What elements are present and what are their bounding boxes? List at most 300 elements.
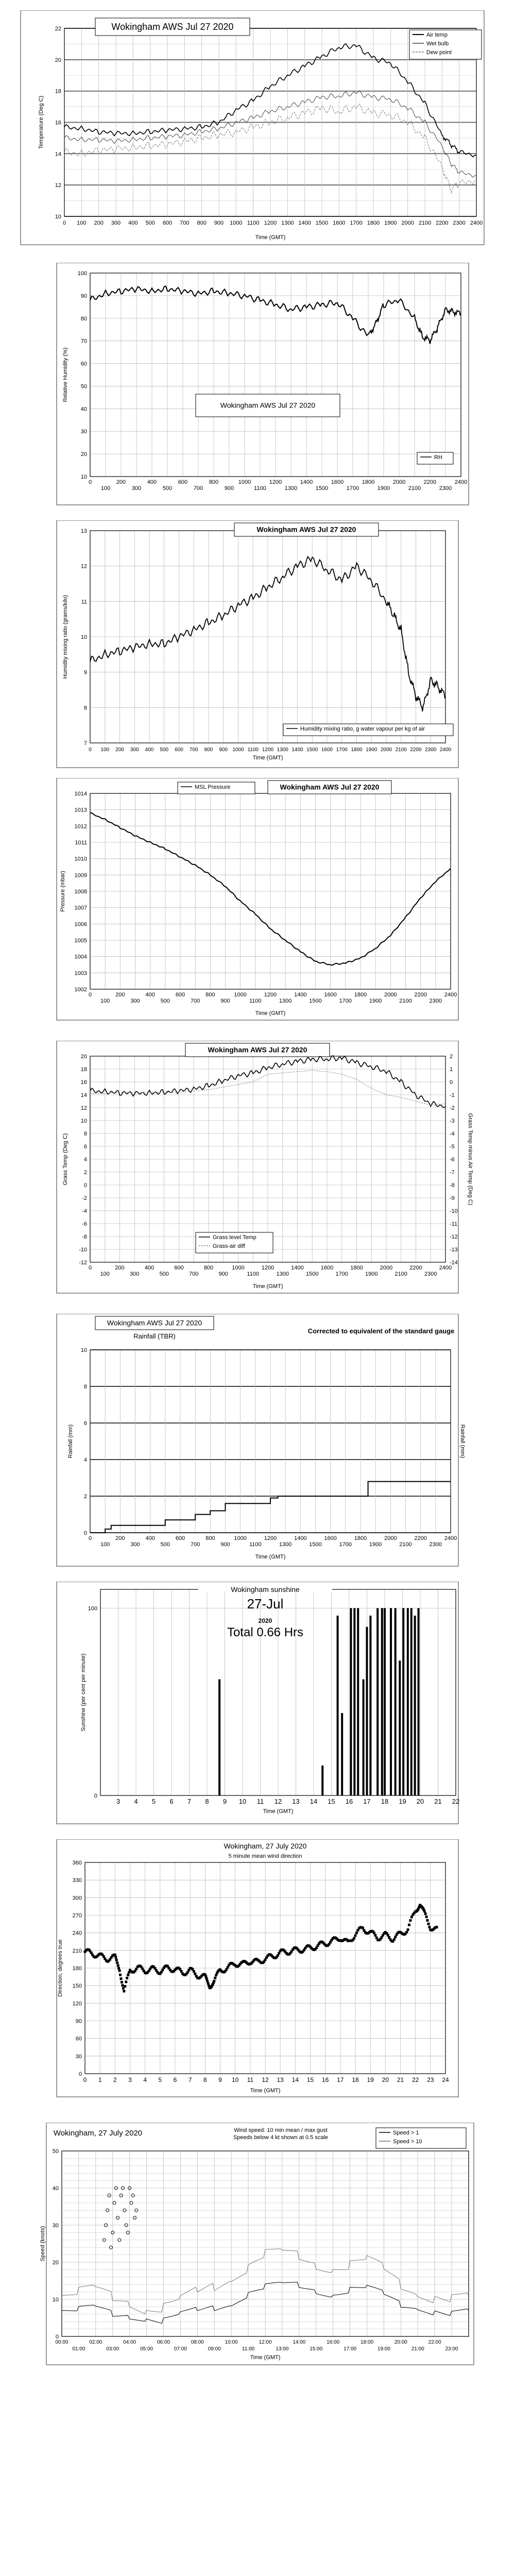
x-tick-label: 800	[209, 479, 219, 485]
x-axis-label: Time (GMT)	[250, 2088, 281, 2094]
legend-label: MSL Pressure	[195, 784, 231, 790]
chart-svg-4	[0, 1041, 515, 1298]
x-tick-label: 6	[173, 2076, 177, 2083]
y-tick-label: 8	[83, 1131, 87, 1137]
direction-point	[362, 1927, 364, 1929]
chart-svg-8	[0, 2123, 515, 2370]
y-tick-label: 20	[55, 57, 61, 63]
y-tick-label: 10	[80, 1347, 87, 1353]
x-axis-label: Time (GMT)	[255, 1010, 286, 1016]
y-tick-label: 40	[52, 2185, 59, 2192]
x-tick-label: 300	[111, 220, 121, 226]
y-tick-label: 30	[80, 429, 87, 435]
y-tick-label: 8	[83, 1384, 87, 1390]
chart-title: Wokingham AWS Jul 27 2020	[208, 1045, 307, 1054]
direction-point	[193, 1970, 195, 1973]
x-tick-label: 900	[214, 220, 224, 226]
direction-point	[121, 1981, 123, 1984]
y-tick-label: 16	[80, 1079, 87, 1086]
relative-humidity-chart-panel	[0, 263, 515, 510]
x-tick-label: 0	[83, 2076, 87, 2083]
direction-point	[213, 1980, 215, 1982]
y-tick-label: -8	[82, 1234, 87, 1240]
x-tick-label: 4	[143, 2076, 147, 2083]
sunshine-bar	[384, 1608, 386, 1795]
sunshine-bar	[341, 1713, 343, 1795]
y-tick-label: 10	[80, 474, 87, 480]
sunshine-bar	[321, 1766, 323, 1795]
y2-tick-label: -13	[450, 1247, 458, 1253]
x-tick-label: 500	[162, 485, 173, 492]
x-tick-label: 700	[190, 998, 200, 1004]
x-tick-label: 11	[256, 1798, 264, 1805]
x-tick-label: 2300	[453, 220, 466, 226]
direction-point	[215, 1974, 217, 1976]
chart-svg-1	[0, 263, 515, 510]
x-tick-label: 1900	[365, 1271, 378, 1277]
x-tick-label: 300	[131, 485, 142, 492]
x-tick-label: 200	[115, 1535, 125, 1541]
direction-point	[277, 1954, 279, 1957]
x-tick-label: 1900	[366, 747, 377, 753]
x-tick-label: 23:00	[445, 2346, 458, 2352]
x-tick-label: 1800	[354, 1535, 367, 1541]
x-tick-label: 1900	[377, 485, 390, 492]
x-tick-label: 2400	[444, 1535, 457, 1541]
y-tick-label: 16	[55, 120, 61, 126]
x-tick-label: 2100	[418, 220, 432, 226]
chart-title: Wokingham AWS Jul 27 2020	[107, 1318, 202, 1327]
direction-point	[123, 1990, 125, 1992]
x-tick-label: 16	[345, 1798, 353, 1805]
chart-frame	[57, 1582, 458, 1824]
x-tick-label: 1800	[367, 220, 380, 226]
direction-point	[114, 1956, 117, 1959]
y2-tick-label: -9	[450, 1195, 455, 1201]
year-label: 2020	[258, 1617, 272, 1624]
direction-point	[354, 1934, 357, 1937]
direction-point	[115, 1959, 118, 1961]
x-tick-label: 1700	[336, 747, 348, 753]
x-axis-label: Time (GMT)	[263, 1808, 294, 1815]
x-tick-label: 1500	[315, 485, 329, 492]
direction-point	[121, 1984, 124, 1987]
x-tick-label: 1000	[230, 220, 243, 226]
x-tick-label: 6	[169, 1798, 174, 1805]
chart-svg-2	[0, 520, 515, 773]
x-tick-label: 900	[224, 485, 234, 492]
x-tick-label: 1000	[234, 1535, 247, 1541]
sunshine-bar	[390, 1608, 392, 1795]
y-tick-label: 18	[80, 1066, 87, 1073]
x-tick-label: 02:00	[89, 2340, 102, 2345]
x-tick-label: 09:00	[208, 2346, 221, 2352]
y2-axis-label: Rainfall (mm)	[459, 1424, 466, 1459]
x-tick-label: 2000	[380, 1265, 393, 1271]
x-tick-label: 800	[205, 1535, 215, 1541]
chart-subtitle: 5 minute mean wind direction	[228, 1853, 302, 1859]
x-tick-label: 1200	[262, 747, 274, 753]
x-tick-label: 2400	[470, 220, 483, 226]
x-tick-label: 1500	[306, 747, 318, 753]
direction-point	[206, 1980, 209, 1982]
y-tick-label: -2	[82, 1195, 87, 1201]
x-tick-label: 20	[382, 2076, 389, 2083]
y-axis-label: Temperature (Deg C)	[38, 95, 44, 149]
sunshine-bar	[394, 1608, 397, 1795]
x-tick-label: 8	[203, 2076, 207, 2083]
x-tick-label: 18:00	[360, 2340, 374, 2345]
y-tick-label: 1008	[74, 889, 87, 895]
y-tick-label: 40	[80, 406, 87, 413]
direction-point	[126, 1977, 128, 1979]
date-label: 27-Jul	[247, 1596, 284, 1612]
y-tick-label: 60	[75, 2036, 82, 2042]
x-tick-label: 17	[337, 2076, 344, 2083]
x-tick-label: 2200	[414, 992, 427, 998]
direction-point	[118, 1970, 121, 1972]
y-tick-label: 18	[55, 88, 61, 95]
x-tick-label: 300	[130, 747, 139, 753]
y-tick-label: 4	[83, 1457, 87, 1463]
y2-tick-label: -6	[450, 1157, 455, 1163]
sunshine-bar	[407, 1608, 409, 1795]
x-tick-label: 0	[88, 479, 92, 485]
x-tick-label: 16	[321, 2076, 329, 2083]
x-tick-label: 2300	[424, 1271, 437, 1277]
x-tick-label: 1600	[331, 479, 344, 485]
direction-point	[116, 1961, 118, 1964]
y-tick-label: 10	[80, 634, 87, 640]
x-tick-label: 100	[100, 485, 111, 492]
x-tick-label: 1500	[309, 1541, 322, 1548]
x-tick-label: 13	[277, 2076, 284, 2083]
y-tick-label: 22	[55, 26, 61, 32]
x-tick-label: 1700	[346, 485, 359, 492]
y-tick-label: 90	[75, 2018, 82, 2025]
chart-subtitle: Rainfall (TBR)	[133, 1332, 176, 1340]
x-tick-label: 7	[188, 2076, 192, 2083]
x-tick-label: 200	[115, 1265, 125, 1271]
y-tick-label: 20	[80, 451, 87, 458]
sunshine-bar	[376, 1608, 379, 1795]
y-tick-label: 50	[80, 383, 87, 390]
y-tick-label: 1009	[74, 872, 87, 879]
x-tick-label: 1	[98, 2076, 102, 2083]
x-tick-label: 900	[220, 998, 230, 1004]
y2-tick-label: -4	[450, 1131, 455, 1137]
direction-point	[409, 1919, 411, 1922]
direction-point	[373, 1931, 375, 1934]
x-tick-label: 1300	[276, 1271, 289, 1277]
x-axis-label: Time (GMT)	[255, 1554, 286, 1560]
x-tick-label: 1000	[232, 1265, 245, 1271]
x-tick-label: 1200	[269, 479, 282, 485]
x-tick-label: 800	[205, 992, 215, 998]
chart-title: Wokingham, 27 July 2020	[224, 1842, 307, 1850]
x-tick-label: 19	[367, 2076, 374, 2083]
y-tick-label: 0	[78, 2071, 82, 2077]
x-tick-label: 1800	[354, 992, 367, 998]
x-tick-label: 1000	[234, 992, 247, 998]
y-tick-label: 1006	[74, 921, 87, 928]
sunshine-bar	[218, 1680, 220, 1795]
pressure-chart-panel	[0, 778, 515, 1025]
x-tick-label: 1700	[350, 220, 363, 226]
direction-point	[117, 1967, 120, 1970]
y2-tick-label: 1	[450, 1066, 453, 1073]
y-tick-label: 1004	[74, 954, 87, 960]
x-tick-label: 06:00	[157, 2340, 170, 2345]
x-tick-label: 11	[247, 2076, 254, 2083]
x-tick-label: 1100	[247, 220, 260, 226]
x-tick-label: 15	[328, 1798, 335, 1805]
y-tick-label: 90	[80, 293, 87, 299]
y2-tick-label: -2	[450, 1105, 455, 1111]
x-tick-label: 400	[145, 747, 154, 753]
y-tick-label: 270	[72, 1912, 82, 1919]
x-tick-label: 2100	[395, 747, 407, 753]
x-tick-label: 20	[416, 1798, 424, 1805]
x-tick-label: 1100	[247, 747, 259, 753]
direction-point	[353, 1937, 355, 1940]
x-tick-label: 5	[151, 1798, 156, 1805]
y-tick-label: 13	[80, 528, 87, 534]
chart-svg-6	[0, 1582, 515, 1829]
x-tick-label: 1400	[291, 747, 303, 753]
x-tick-label: 1100	[249, 998, 262, 1004]
x-axis-label: Time (GMT)	[252, 1283, 283, 1290]
x-axis-label: Time (GMT)	[252, 755, 283, 761]
x-tick-label: 12	[262, 2076, 269, 2083]
direction-point	[393, 1938, 396, 1941]
y-tick-label: 50	[52, 2148, 59, 2155]
x-tick-label: 20:00	[394, 2340, 407, 2345]
chart-svg-7	[0, 1839, 515, 2102]
direction-point	[120, 1977, 123, 1980]
x-tick-label: 2200	[409, 1265, 422, 1271]
y-tick-label: 12	[55, 182, 61, 189]
chart-note: Corrected to equivalent of the standard gauge	[307, 1327, 455, 1335]
y-tick-label: 7	[83, 740, 87, 747]
y-tick-label: -10	[79, 1247, 87, 1253]
y-tick-label: 10	[80, 1118, 87, 1124]
y-tick-label: 1010	[74, 856, 87, 862]
sunshine-bar	[414, 1616, 416, 1795]
y-tick-label: 120	[72, 2001, 82, 2007]
y-tick-label: -4	[82, 1208, 87, 1214]
x-tick-label: 14	[310, 1798, 318, 1805]
x-tick-label: 2100	[408, 485, 421, 492]
direction-point	[426, 1919, 429, 1922]
x-tick-label: 17	[363, 1798, 371, 1805]
x-tick-label: 1700	[339, 998, 352, 1004]
y-axis-label: Sunshine (per cent per minute)	[80, 1653, 87, 1732]
x-axis-label: Time (GMT)	[250, 2354, 281, 2361]
x-tick-label: 1100	[249, 1541, 262, 1548]
y-tick-label: 1012	[74, 823, 87, 830]
x-tick-label: 2400	[454, 479, 468, 485]
x-tick-label: 14	[291, 2076, 299, 2083]
x-tick-label: 700	[189, 1271, 199, 1277]
x-tick-label: 400	[147, 479, 157, 485]
x-tick-label: 9	[218, 2076, 222, 2083]
y-axis-label: Relative Humidity (%)	[62, 347, 68, 402]
chart-title: Wokingham sunshine	[231, 1585, 300, 1594]
x-tick-label: 07:00	[174, 2346, 187, 2352]
sunshine-bar	[350, 1608, 352, 1795]
y-axis-label: Pressure (mbar)	[60, 871, 66, 912]
x-tick-label: 1800	[351, 747, 363, 753]
legend-label: Air temp	[426, 32, 448, 38]
direction-point	[387, 1934, 389, 1937]
x-tick-label: 1700	[339, 1541, 352, 1548]
x-tick-label: 18	[381, 1798, 389, 1805]
y-axis-label: Direction, degrees true	[57, 1939, 63, 1997]
x-tick-label: 500	[145, 220, 155, 226]
y-axis-label: Speed (knots)	[40, 2226, 46, 2262]
x-tick-label: 2000	[384, 992, 397, 998]
y2-tick-label: -7	[450, 1170, 455, 1176]
x-tick-label: 1900	[369, 1541, 382, 1548]
direction-point	[355, 1931, 358, 1934]
wind-direction-chart-panel	[0, 1839, 515, 2102]
x-tick-label: 500	[160, 998, 170, 1004]
sunshine-bar	[399, 1660, 401, 1795]
chart-svg-5	[0, 1314, 515, 1571]
y2-tick-label: -10	[450, 1208, 458, 1214]
x-tick-label: 5	[158, 2076, 162, 2083]
x-tick-label: 100	[100, 1271, 110, 1277]
chart-title: Wokingham AWS Jul 27 2020	[256, 525, 356, 534]
x-tick-label: 9	[222, 1798, 227, 1805]
y-tick-label: 150	[72, 1983, 82, 1990]
y-tick-label: -6	[82, 1221, 87, 1227]
direction-point	[425, 1916, 428, 1918]
sunshine-bar	[337, 1616, 339, 1795]
y2-tick-label: -3	[450, 1118, 455, 1124]
y-tick-label: 30	[52, 2223, 59, 2229]
sunshine-bar	[366, 1627, 368, 1795]
x-tick-label: 900	[220, 1541, 230, 1548]
x-tick-label: 1400	[298, 220, 311, 226]
y-tick-label: 60	[80, 361, 87, 367]
sunshine-bar	[363, 1680, 365, 1795]
x-tick-label: 1000	[232, 747, 244, 753]
y-tick-label: 0	[55, 2334, 59, 2340]
y-tick-label: 6	[83, 1420, 87, 1427]
x-tick-label: 100	[77, 220, 87, 226]
x-tick-label: 500	[160, 747, 169, 753]
legend-label: Grass-air diff	[213, 1243, 245, 1249]
x-tick-label: 12	[274, 1798, 282, 1805]
x-tick-label: 1300	[284, 485, 298, 492]
x-tick-label: 1700	[335, 1271, 348, 1277]
x-tick-label: 17:00	[344, 2346, 357, 2352]
x-tick-label: 22	[452, 1798, 460, 1805]
y2-tick-label: -12	[450, 1234, 458, 1240]
x-tick-label: 2000	[384, 1535, 397, 1541]
x-tick-label: 2200	[410, 747, 422, 753]
x-tick-label: 1600	[324, 1535, 337, 1541]
x-tick-label: 1800	[362, 479, 375, 485]
sunshine-bar	[369, 1616, 371, 1795]
chart-frame	[57, 1314, 458, 1566]
x-tick-label: 600	[175, 1535, 185, 1541]
x-tick-label: 1300	[281, 220, 294, 226]
x-tick-label: 100	[100, 1541, 110, 1548]
direction-point	[125, 1980, 127, 1983]
x-tick-label: 22:00	[428, 2340, 441, 2345]
x-tick-label: 2000	[380, 747, 392, 753]
x-tick-label: 18	[352, 2076, 359, 2083]
rainfall-chart-panel	[0, 1314, 515, 1571]
x-axis-label: Time (GMT)	[255, 234, 286, 241]
total-label: Total 0.66 Hrs	[227, 1625, 304, 1639]
x-tick-label: 700	[193, 485, 203, 492]
x-tick-label: 600	[162, 220, 173, 226]
y-tick-label: 80	[80, 315, 87, 322]
legend-label: RH	[434, 454, 442, 461]
direction-point	[214, 1977, 216, 1979]
x-tick-label: 2200	[414, 1535, 427, 1541]
x-tick-label: 1300	[279, 1541, 292, 1548]
x-tick-label: 300	[130, 1541, 140, 1548]
direction-point	[407, 1928, 409, 1931]
x-tick-label: 1400	[294, 1535, 307, 1541]
direction-point	[428, 1926, 431, 1928]
x-tick-label: 21	[434, 1798, 442, 1805]
y-tick-label: 2	[83, 1170, 87, 1176]
x-tick-label: 1600	[324, 992, 337, 998]
chart-subtitle: Wind speed: 10 min mean / max gust	[234, 2127, 328, 2133]
grass-temperature-chart-panel	[0, 1041, 515, 1298]
y-tick-label: 30	[75, 2053, 82, 2060]
x-tick-label: 15:00	[310, 2346, 323, 2352]
x-tick-label: 01:00	[72, 2346, 85, 2352]
direction-point	[205, 1977, 208, 1980]
x-tick-label: 400	[145, 992, 155, 998]
legend-label: Speed > 1	[393, 2130, 419, 2136]
x-tick-label: 1900	[384, 220, 397, 226]
y-tick-label: 4	[83, 1157, 87, 1163]
x-tick-label: 0	[88, 1265, 92, 1271]
legend-label: Dew point	[426, 49, 452, 56]
direction-point	[405, 1931, 408, 1934]
x-tick-label: 1400	[300, 479, 313, 485]
sunshine-bar	[357, 1608, 359, 1795]
direction-point	[227, 1966, 229, 1969]
x-tick-label: 1100	[247, 1271, 260, 1277]
y-tick-label: 12	[80, 563, 87, 570]
direction-point	[207, 1982, 210, 1985]
y-tick-label: 0	[83, 1182, 87, 1189]
y2-tick-label: -8	[450, 1182, 455, 1189]
direction-point	[394, 1936, 397, 1938]
chart-subtitle-2: Speeds below 4 kt shown at 0.5 scale	[233, 2134, 329, 2141]
mixing-ratio-chart-panel	[0, 520, 515, 773]
x-tick-label: 2300	[429, 998, 442, 1004]
legend-label: Humidity mixing ratio, g water vapour per kg of air	[300, 726, 425, 732]
x-tick-label: 600	[175, 992, 185, 998]
direction-point	[278, 1952, 280, 1955]
direction-point	[117, 1964, 119, 1967]
direction-point	[119, 1974, 122, 1976]
x-tick-label: 2000	[401, 220, 414, 226]
air-temperature-chart-panel	[0, 10, 515, 247]
x-tick-label: 16:00	[327, 2340, 340, 2345]
x-tick-label: 1300	[277, 747, 288, 753]
